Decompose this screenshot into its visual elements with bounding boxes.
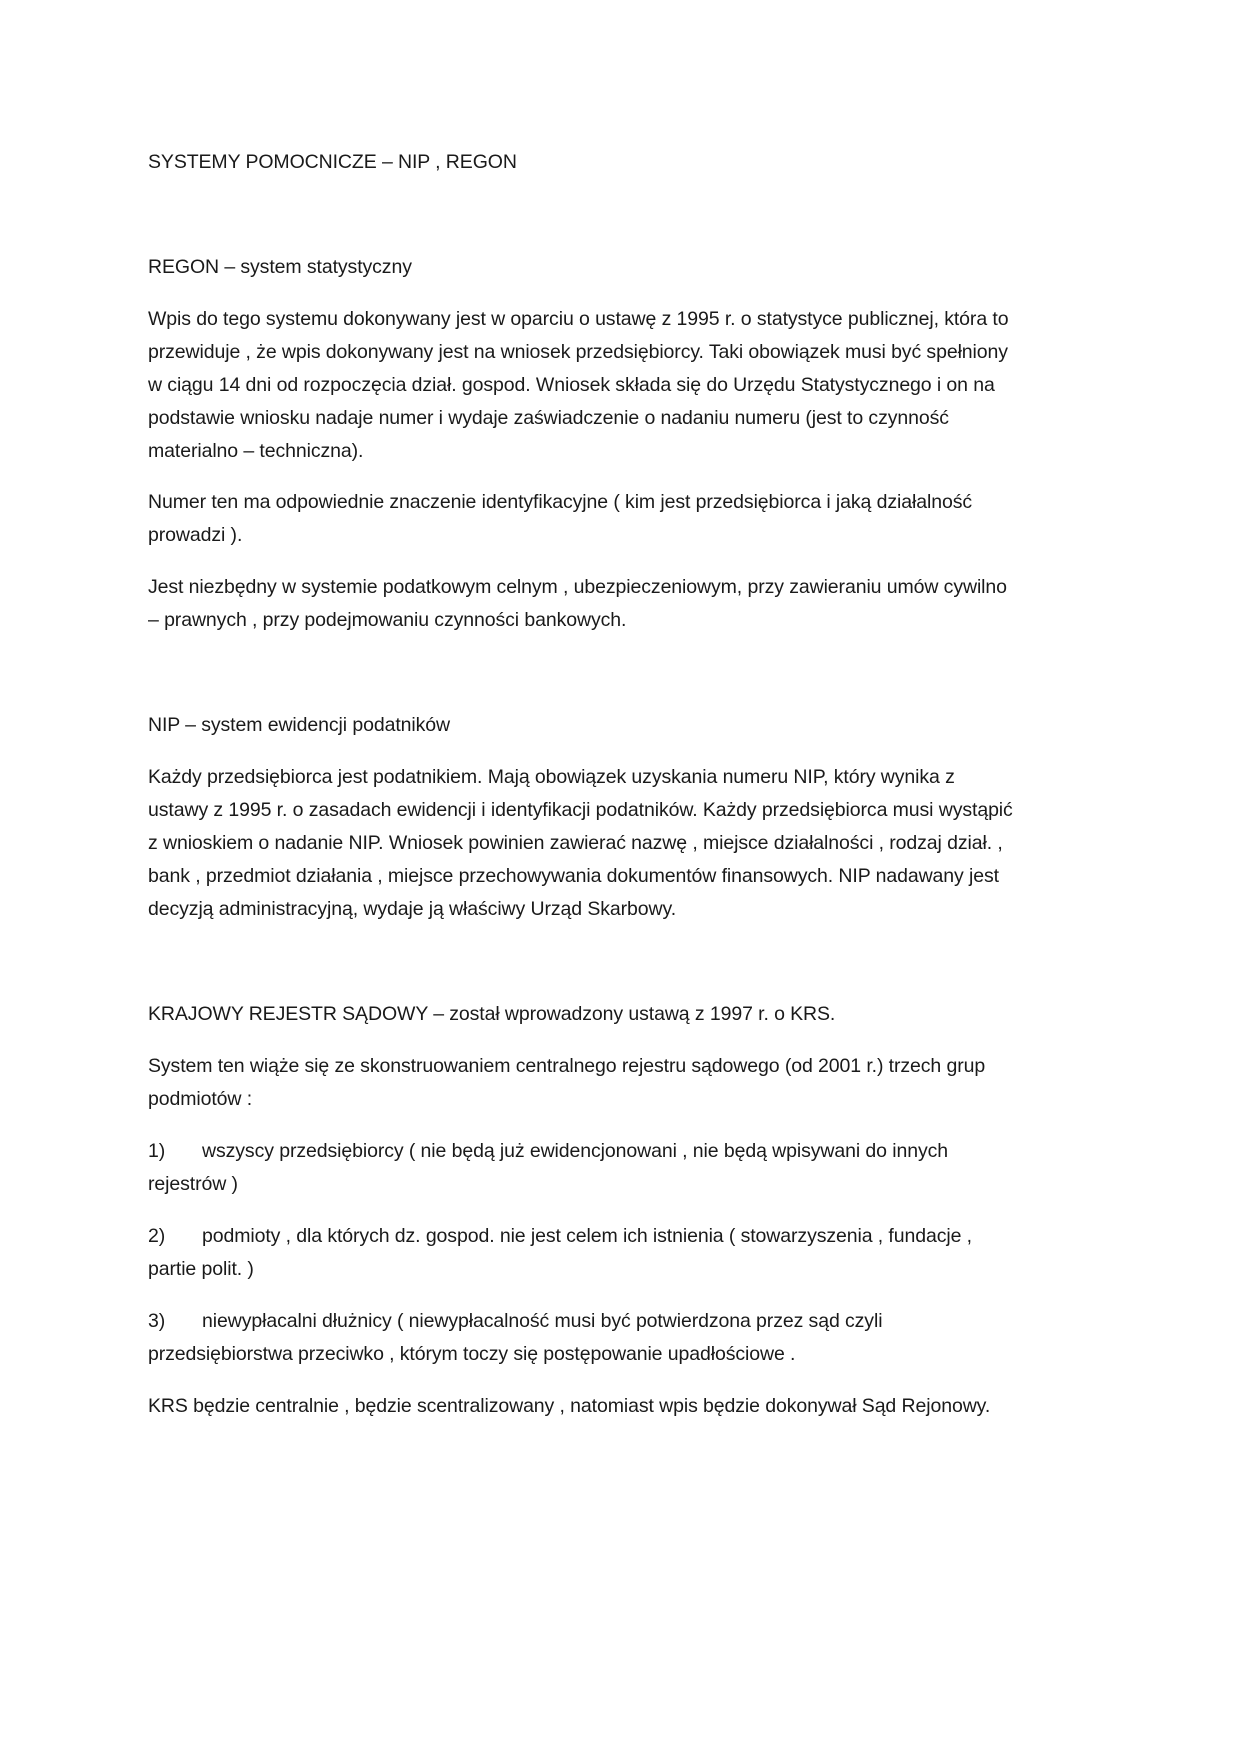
text-line: partie polit. ) — [148, 1258, 254, 1280]
document-title: SYSTEMY POMOCNICZE – NIP , REGON — [148, 151, 517, 173]
text-line: prowadzi ). — [148, 524, 243, 546]
text-line: decyzją administracyjną, wydaje ją właściwy Urząd Skarbowy. — [148, 898, 677, 920]
text-line: System ten wiąże się ze skonstruowaniem centralnego rejestru sądowego (od 2001 r.) trzech grup — [148, 1055, 986, 1077]
text-line: z wnioskiem o nadanie NIP. Wniosek powinien zawierać nazwę , miejsce działalności , rodzaj dział. , — [148, 832, 1003, 854]
text-line: przedsiębiorstwa przeciwko , którym toczy się postępowanie upadłościowe . — [148, 1343, 796, 1365]
text-line: rejestrów ) — [148, 1173, 238, 1195]
list-number: 2) — [148, 1225, 166, 1247]
list-item-line — [148, 1305, 882, 1338]
text-line: Numer ten ma odpowiednie znaczenie identyfikacyjne ( kim jest przedsiębiorca i jaką działalność — [148, 491, 972, 513]
list-item-line — [148, 1220, 972, 1253]
text-line: ustawy z 1995 r. o zasadach ewidencji i identyfikacji podatników. Każdy przedsiębiorca musi wystąpić — [148, 799, 1013, 821]
text-line: Wpis do tego systemu dokonywany jest w oparciu o ustawę z 1995 r. o statystyce publicznej, która to — [148, 308, 1009, 330]
nip-heading: NIP – system ewidencji podatników — [148, 714, 450, 736]
text-line: podmiotów : — [148, 1088, 253, 1110]
krs-heading: KRAJOWY REJESTR SĄDOWY – został wprowadzony ustawą z 1997 r. o KRS. — [148, 1003, 836, 1025]
text-line: Każdy przedsiębiorca jest podatnikiem. Mają obowiązek uzyskania numeru NIP, który wynika z — [148, 766, 955, 788]
text-line: materialno – techniczna). — [148, 440, 364, 462]
list-item-text: wszyscy przedsiębiorcy ( nie będą już ewidencjonowani , nie będą wpisywani do innych — [202, 1140, 948, 1162]
list-item-line — [148, 1135, 948, 1168]
text-line: w ciągu 14 dni od rozpoczęcia dział. gospod. Wniosek składa się do Urzędu Statystycznego i on na — [148, 374, 995, 396]
krs-closing: KRS będzie centralnie , będzie scentralizowany , natomiast wpis będzie dokonywał Sąd Rejonowy. — [148, 1395, 991, 1417]
list-item-text: niewypłacalni dłużnicy ( niewypłacalność musi być potwierdzona przez sąd czyli — [202, 1310, 883, 1332]
text-line: podstawie wniosku nadaje numer i wydaje zaświadczenie o nadaniu numeru (jest to czynność — [148, 407, 949, 429]
list-item-text: podmioty , dla których dz. gospod. nie jest celem ich istnienia ( stowarzyszenia , fundacje , — [202, 1225, 972, 1247]
list-number: 3) — [148, 1310, 166, 1332]
text-line: – prawnych , przy podejmowaniu czynności bankowych. — [148, 609, 627, 631]
text-line: przewiduje , że wpis dokonywany jest na wniosek przedsiębiorcy. Taki obowiązek musi być spełniony — [148, 341, 1008, 363]
text-line: Jest niezbędny w systemie podatkowym celnym , ubezpieczeniowym, przy zawieraniu umów cywilno — [148, 576, 1007, 598]
text-line: bank , przedmiot działania , miejsce przechowywania dokumentów finansowych. NIP nadawany jest — [148, 865, 999, 887]
regon-heading: REGON – system statystyczny — [148, 256, 412, 278]
list-number: 1) — [148, 1140, 166, 1162]
